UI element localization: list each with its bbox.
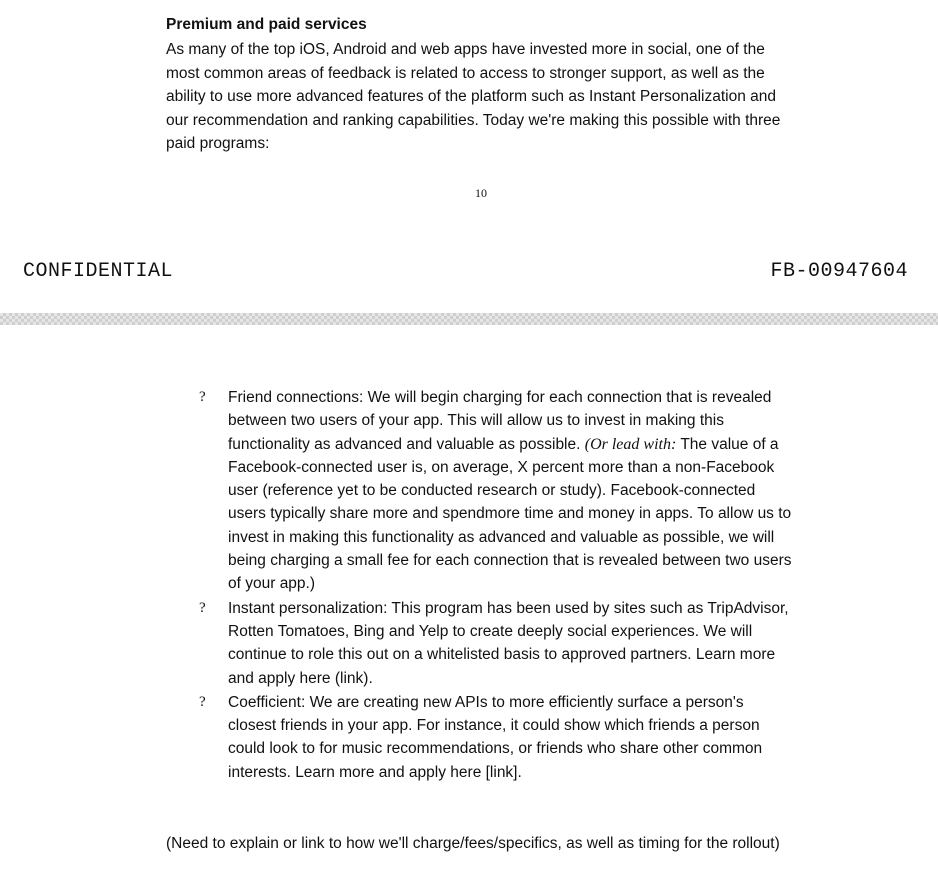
bullet-text-continued: The value of a Facebook-connected user is, on average, X percent more than a non-Facebook user (reference yet to be conducted research or study). Facebook-connected users typically share more and spendmore time and money in apps. To allow us to invest in making this functionality as advanced and valuable as possible, we will being charging a small fee for each connection that is revealed between two users of your app.) — [228, 435, 792, 593]
bullet-text: Instant personalization: This program has been used by sites such as TripAdvisor, Rotten Tomatoes, Bing and Yelp to create deeply social experiences. We will continue to role this out on a whitelisted basis to approved partners. Learn more and apply here (link). — [228, 599, 789, 687]
list-item-coefficient — [196, 691, 796, 784]
bullet-marker: ? — [199, 599, 206, 616]
list-item-friend-connections — [196, 386, 796, 596]
paid-programs-list — [196, 386, 796, 785]
editor-note: (Need to explain or link to how we'll charge/fees/specifics, as well as timing for the rollout) — [166, 835, 780, 852]
bullet-marker: ? — [199, 693, 206, 710]
section-heading: Premium and paid services — [166, 16, 367, 33]
bullet-text: Friend connections: We will begin charging for each connection that is revealed between two users of your app. This will allow us to invest in making this functionality as advanced and valuable as possible. — [228, 389, 772, 453]
page-number: 10 — [475, 186, 487, 200]
bates-number: FB-00947604 — [770, 260, 908, 283]
bullet-text: Coefficient: We are creating new APIs to more efficiently surface a person's closest friends in your app. For instance, it could show which friends a person could look to for music recommendations, or friends who share other common interests. Learn more and apply here [link]. — [228, 693, 763, 781]
page-divider — [0, 313, 938, 325]
confidential-stamp: CONFIDENTIAL — [23, 260, 174, 283]
list-item-instant-personalization — [196, 597, 796, 690]
bullet-italic-text: (Or lead with: — [584, 435, 677, 453]
bullet-marker: ? — [199, 389, 206, 405]
intro-paragraph: As many of the top iOS, Android and web apps have invested more in social, one of the most common areas of feedback is related to access to stronger support, as well as the ability to use more advanced features of the platform such as Instant Personalization and our recommendation and ranking capabilities. Today we're making this possible with three paid programs: — [166, 41, 781, 152]
